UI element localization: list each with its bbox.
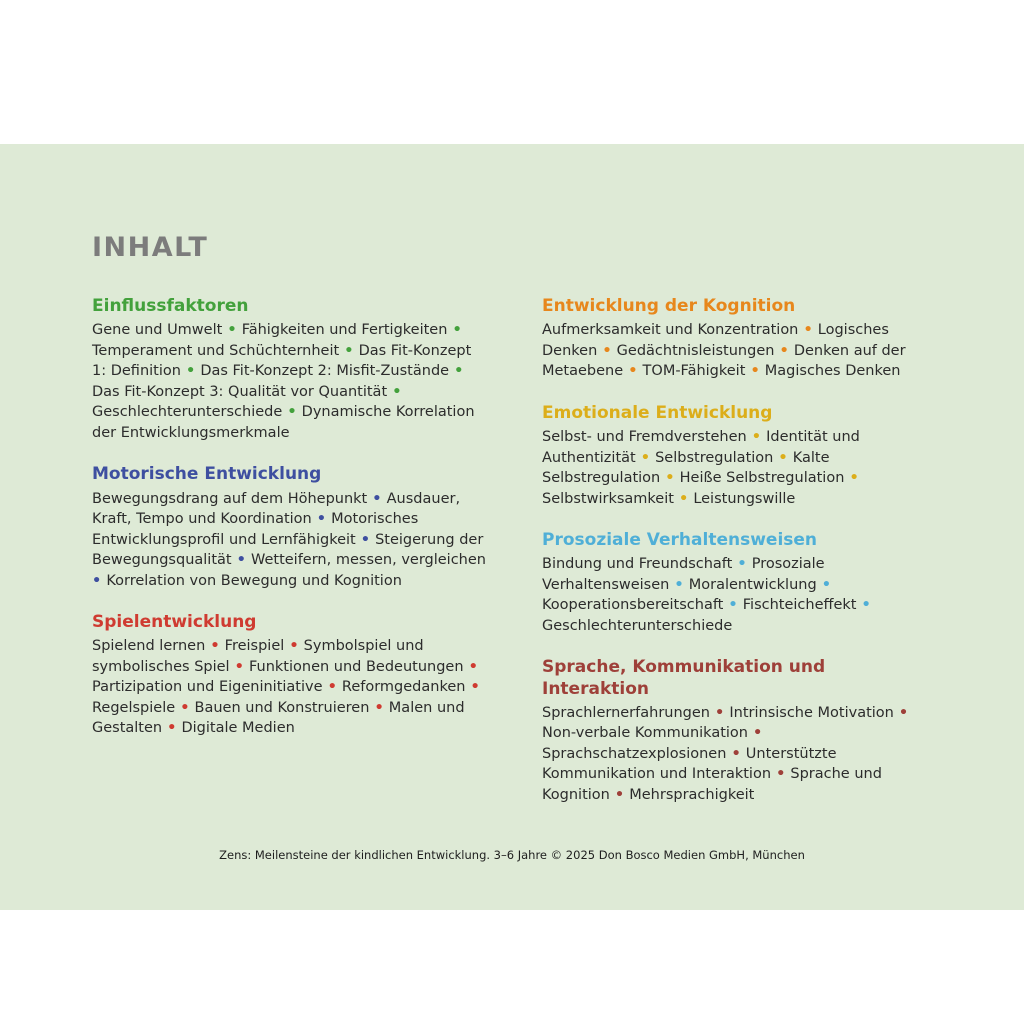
- bullet-separator-icon: •: [623, 363, 643, 380]
- section-item-list: [92, 636, 486, 739]
- bullet-separator-icon: •: [447, 322, 462, 339]
- toc-section: [542, 403, 936, 509]
- toc-section: [542, 657, 936, 805]
- toc-item: Unterstützte Kommunikation und Interaktion: [542, 745, 837, 783]
- toc-item: Mehrsprachigkeit: [629, 786, 755, 803]
- toc-item: Selbst- und Fremdverstehen: [542, 429, 747, 445]
- toc-item: Digitale Medien: [181, 720, 295, 737]
- toc-item: Intrinsische Motivation: [729, 704, 894, 721]
- bullet-separator-icon: •: [205, 638, 225, 655]
- section-item-list: [542, 427, 936, 509]
- bullet-separator-icon: •: [282, 404, 302, 421]
- toc-item: Wetteifern, messen, vergleichen: [250, 552, 486, 568]
- bullet-separator-icon: •: [175, 699, 195, 716]
- toc-item: Gene und Umwelt: [92, 322, 223, 339]
- footer-credit: Zens: Meilensteine der kindlichen Entwicklung. 3–6 Jahre © 2025 Don Bosco Medien GmbH, München: [219, 848, 805, 862]
- bullet-separator-icon: •: [635, 449, 656, 466]
- bullet-separator-icon: •: [597, 342, 617, 359]
- toc-item: Steigerung der Bewegungsqualität: [92, 531, 484, 568]
- toc-section: [92, 464, 486, 591]
- bullet-separator-icon: •: [771, 766, 791, 783]
- toc-item: Spielend lernen: [92, 638, 206, 655]
- toc-section: [542, 530, 936, 636]
- bullet-separator-icon: •: [367, 490, 387, 507]
- toc-section: [92, 612, 486, 739]
- toc-item: Identität und Authentizität: [542, 429, 860, 466]
- toc-item: Selbstwirksamkeit: [542, 490, 674, 507]
- toc-item: Malen und Gestalten: [92, 699, 465, 737]
- bullet-separator-icon: •: [893, 704, 909, 721]
- toc-item: Leistungswille: [693, 490, 796, 507]
- toc-item: Temperament und Schüchternheit: [92, 342, 340, 359]
- section-item-list: [542, 554, 936, 636]
- toc-item: Geschlechterunterschiede: [92, 404, 283, 421]
- bullet-separator-icon: •: [844, 470, 859, 486]
- bullet-separator-icon: •: [311, 511, 332, 527]
- bullet-separator-icon: •: [732, 556, 752, 573]
- section-heading: Emotionale Entwicklung: [542, 402, 773, 423]
- toc-item: Sprache und Kognition: [542, 766, 882, 803]
- toc-item: Kooperationsbereitschaft: [542, 597, 724, 614]
- bullet-separator-icon: •: [449, 363, 464, 380]
- bullet-separator-icon: •: [746, 429, 767, 445]
- section-item-list: [92, 489, 486, 592]
- bullet-separator-icon: •: [162, 720, 182, 737]
- toc-item: Fischteicheffekt: [742, 597, 857, 614]
- toc-item: Geschlechterunterschiede: [542, 617, 733, 634]
- bullet-separator-icon: •: [231, 552, 251, 568]
- toc-item: Gedächtnisleistungen: [616, 342, 775, 359]
- bullet-separator-icon: •: [339, 342, 359, 359]
- bullet-separator-icon: •: [387, 383, 402, 400]
- bullet-separator-icon: •: [609, 786, 630, 803]
- toc-item: Non-verbale Kommunikation: [542, 725, 748, 742]
- bullet-separator-icon: •: [180, 363, 201, 380]
- section-heading: Einflussfaktoren: [92, 296, 249, 316]
- section-item-list: [542, 320, 936, 382]
- toc-item: Korrelation von Bewegung und Kognition: [106, 572, 402, 589]
- bullet-separator-icon: •: [709, 704, 730, 721]
- section-heading: Sprache, Kommunikation und Interaktion: [542, 657, 826, 699]
- section-item-list: [542, 703, 936, 806]
- toc-columns: [92, 296, 936, 826]
- toc-item: Logisches Denken: [542, 322, 889, 359]
- bullet-separator-icon: •: [673, 490, 694, 507]
- bullet-separator-icon: •: [92, 572, 107, 589]
- page-title: INHALT: [92, 232, 209, 263]
- bullet-separator-icon: •: [747, 725, 763, 742]
- toc-item: Dynamische Korrelation der Entwicklungsmerkmale: [92, 404, 475, 441]
- bullet-separator-icon: •: [284, 638, 304, 655]
- right-column: [542, 296, 936, 826]
- toc-item: Ausdauer, Kraft, Tempo und Koordination: [92, 490, 461, 527]
- toc-item: Das Fit-Konzept 3: Qualität vor Quantität: [92, 383, 388, 400]
- content-panel: [0, 144, 1024, 910]
- toc-item: Aufmerksamkeit und Konzentration: [542, 322, 799, 339]
- bullet-separator-icon: •: [856, 597, 871, 614]
- toc-item: Bindung und Freundschaft: [542, 556, 733, 573]
- toc-item: Selbstregulation: [655, 449, 774, 466]
- bullet-separator-icon: •: [745, 363, 765, 380]
- toc-item: Magisches Denken: [764, 363, 901, 380]
- bullet-separator-icon: •: [669, 576, 689, 593]
- section-heading: Motorische Entwicklung: [92, 464, 322, 485]
- toc-item: Funktionen und Bedeutungen: [248, 658, 464, 675]
- left-column: [92, 296, 486, 826]
- section-item-list: [92, 320, 486, 443]
- toc-item: Prosoziale Verhaltensweisen: [542, 556, 825, 593]
- bullet-separator-icon: •: [463, 658, 478, 675]
- bullet-separator-icon: •: [369, 699, 389, 716]
- section-heading: Entwicklung der Kognition: [542, 296, 796, 316]
- bullet-separator-icon: •: [798, 322, 818, 339]
- toc-item: Denken auf der Metaebene: [542, 342, 906, 380]
- toc-item: Sprachlernerfahrungen: [542, 704, 710, 721]
- toc-section: [92, 296, 486, 443]
- toc-item: Motorisches Entwicklungsprofil und Lernfähigkeit: [92, 511, 419, 548]
- toc-item: Bewegungsdrang auf dem Höhepunkt: [92, 490, 368, 507]
- bullet-separator-icon: •: [774, 342, 794, 359]
- toc-section: [542, 296, 936, 382]
- toc-item: Fähigkeiten und Fertigkeiten: [241, 322, 448, 339]
- bullet-separator-icon: •: [229, 658, 249, 675]
- bullet-separator-icon: •: [222, 322, 242, 339]
- toc-item: Regelspiele: [92, 699, 176, 716]
- bullet-separator-icon: •: [465, 679, 480, 696]
- bullet-separator-icon: •: [660, 470, 680, 486]
- bullet-separator-icon: •: [726, 745, 746, 762]
- section-heading: Spielentwicklung: [92, 612, 257, 632]
- bullet-separator-icon: •: [773, 449, 793, 466]
- toc-item: Heiße Selbstregulation: [679, 470, 845, 486]
- toc-item: Das Fit-Konzept 1: Definition: [92, 342, 472, 380]
- bullet-separator-icon: •: [816, 576, 831, 593]
- toc-item: Reformgedanken: [341, 679, 466, 696]
- section-heading: Prosoziale Verhaltensweisen: [542, 530, 818, 550]
- toc-item: Moralentwicklung: [688, 576, 817, 593]
- bullet-separator-icon: •: [723, 597, 743, 614]
- bullet-separator-icon: •: [322, 679, 342, 696]
- toc-item: Freispiel: [224, 638, 285, 655]
- toc-item: Sprachschatzexplosionen: [542, 745, 727, 762]
- toc-item: Symbolspiel und symbolisches Spiel: [92, 638, 424, 675]
- toc-item: TOM-Fähigkeit: [642, 363, 746, 380]
- toc-item: Das Fit-Konzept 2: Misfit-Zustände: [200, 363, 450, 380]
- toc-item: Partizipation und Eigeninitiative: [92, 679, 323, 696]
- toc-item: Bauen und Konstruieren: [194, 699, 370, 716]
- bullet-separator-icon: •: [355, 531, 376, 548]
- toc-item: Kalte Selbstregulation: [542, 449, 830, 486]
